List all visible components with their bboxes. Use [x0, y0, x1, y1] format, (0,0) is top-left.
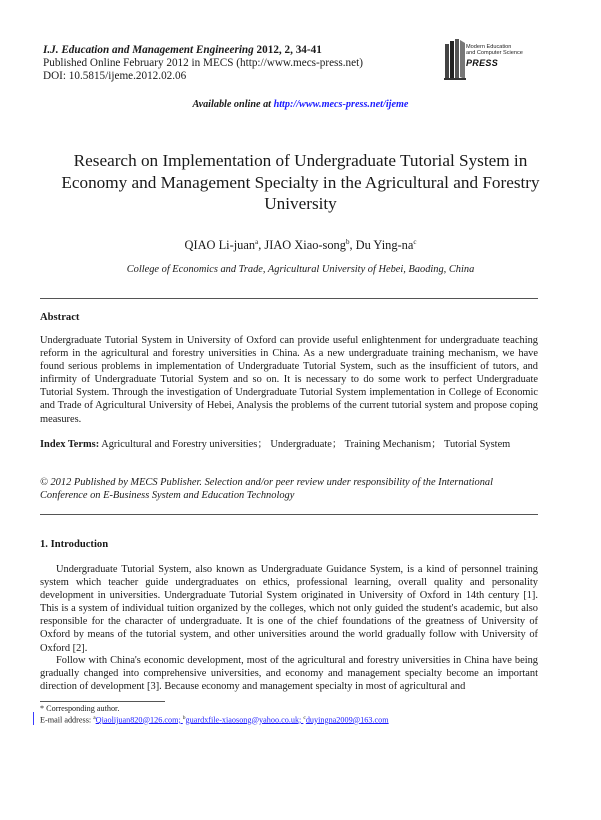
intro-paragraph-1: Undergraduate Tutorial System, also known as Undergraduate Guidance System, is a kind of personnel training system which teacher guide undergraduates on ethics, professional learning, overall quality and personality development in universities. Undergraduate Tutorial System originated in University of Oxford in 14th century [1]. This is a system of individual tuition organized by the colleges, which not only guided the student's academic, but also responsible for the character of undergraduate. It is one of the chief foundations of the greatness of University of Oxford by means of the tutorial system, and other universities around the world gradually follow with University of Oxford [2].: [40, 564, 538, 654]
email-line: E-mail address: $^a$Qiaolijuan820@126.com; $^b$guardxfile-xiaosong@yahoo.co.uk; $^c$duyingna2009@163.com: [40, 714, 389, 725]
abstract-heading: Abstract: [40, 312, 80, 323]
email-link[interactable]: guardxfile-xiaosong@yahoo.co.uk;: [185, 715, 304, 725]
paper-title: Research on Implementation of Undergraduate Tutorial System in Economy and Management Specialty in the Agricultural and Forestry University: [61, 151, 540, 213]
copyright-notice: © 2012 Published by MECS Publisher. Selection and/or peer review under responsibility of the International Conference on E-Business System and Education Technology: [40, 477, 493, 502]
index-terms-label: Index Terms:: [40, 439, 100, 450]
intro-paragraph-2: Follow with China's economic development, most of the agricultural and forestry universities in China have being gradually changed into comprehensive universities, and economy and management specialty become an important direction of development [3]. Because economy and management specialty in most of agricultural and: [40, 655, 538, 693]
footnote: [40, 704, 389, 725]
email-link[interactable]: Qiaolijuan820@126.com;: [95, 715, 183, 725]
published-line: Published Online February 2012 in MECS (http://www.mecs-press.net): [43, 56, 363, 69]
abstract-body: Undergraduate Tutorial System in University of Oxford can provide useful enlightenment for undergraduate teaching reform in the agricultural and forestry universities in China. As a new undergraduate training mechanism, we have found serious problems in implementation of Undergraduate Tutorial System, such as the insufficient of tutors, and infirmity of Undergraduate Tutorial System and so on. It is necessary to do some work to perfect Undergraduate Tutorial System. Through the investigation of Undergraduate Tutorial System implementation in College of Economic and Trade of Agricultural University of Hebei, Analysis the problems of the current tutorial system and propose coping measures.: [40, 335, 538, 425]
affiliation: College of Economics and Trade, Agricultural University of Hebei, Baoding, China: [126, 264, 475, 275]
author: JIAO Xiao-song$^b$,: [264, 238, 356, 253]
journal-header: [43, 44, 363, 82]
email-label: E-mail address:: [40, 715, 94, 725]
journal-name: I.J. Education and Management Engineering: [43, 44, 254, 56]
index-terms-list: Agricultural and Forestry universities； Undergraduate； Training Mechanism； Tutorial System: [101, 439, 511, 450]
available-online: [0, 99, 601, 110]
doi-line: DOI: 10.5815/ijeme.2012.02.06: [43, 69, 187, 82]
footnote-divider: [40, 701, 165, 702]
introduction-heading: 1. Introduction: [40, 539, 109, 550]
journal-volume: 2012, 2, 34-41: [256, 44, 322, 56]
author: QIAO Li-juan$^a$,: [184, 238, 265, 253]
corresponding-author: * Corresponding author.: [40, 704, 120, 713]
index-terms: [40, 438, 538, 451]
top-divider: [40, 298, 538, 299]
logo-line1: Modern Education: [466, 44, 512, 50]
author-list: [0, 238, 601, 253]
logo-line2: and Computer Science: [466, 49, 523, 56]
logo-press: PRESS: [466, 58, 499, 68]
journal-url-link[interactable]: http://www.mecs-press.net/ijeme: [273, 99, 409, 110]
journal-line: [43, 44, 363, 57]
logo-text: [466, 45, 523, 57]
mecs-press-logo: [444, 38, 540, 84]
available-prefix: Available online at: [192, 99, 274, 110]
bottom-divider: [40, 514, 538, 515]
change-bar: [33, 712, 34, 725]
book-stack-icon: [444, 38, 466, 82]
author: Du Ying-$na^c$: [355, 238, 417, 253]
email-link[interactable]: duyingna2009@163.com: [305, 715, 389, 725]
